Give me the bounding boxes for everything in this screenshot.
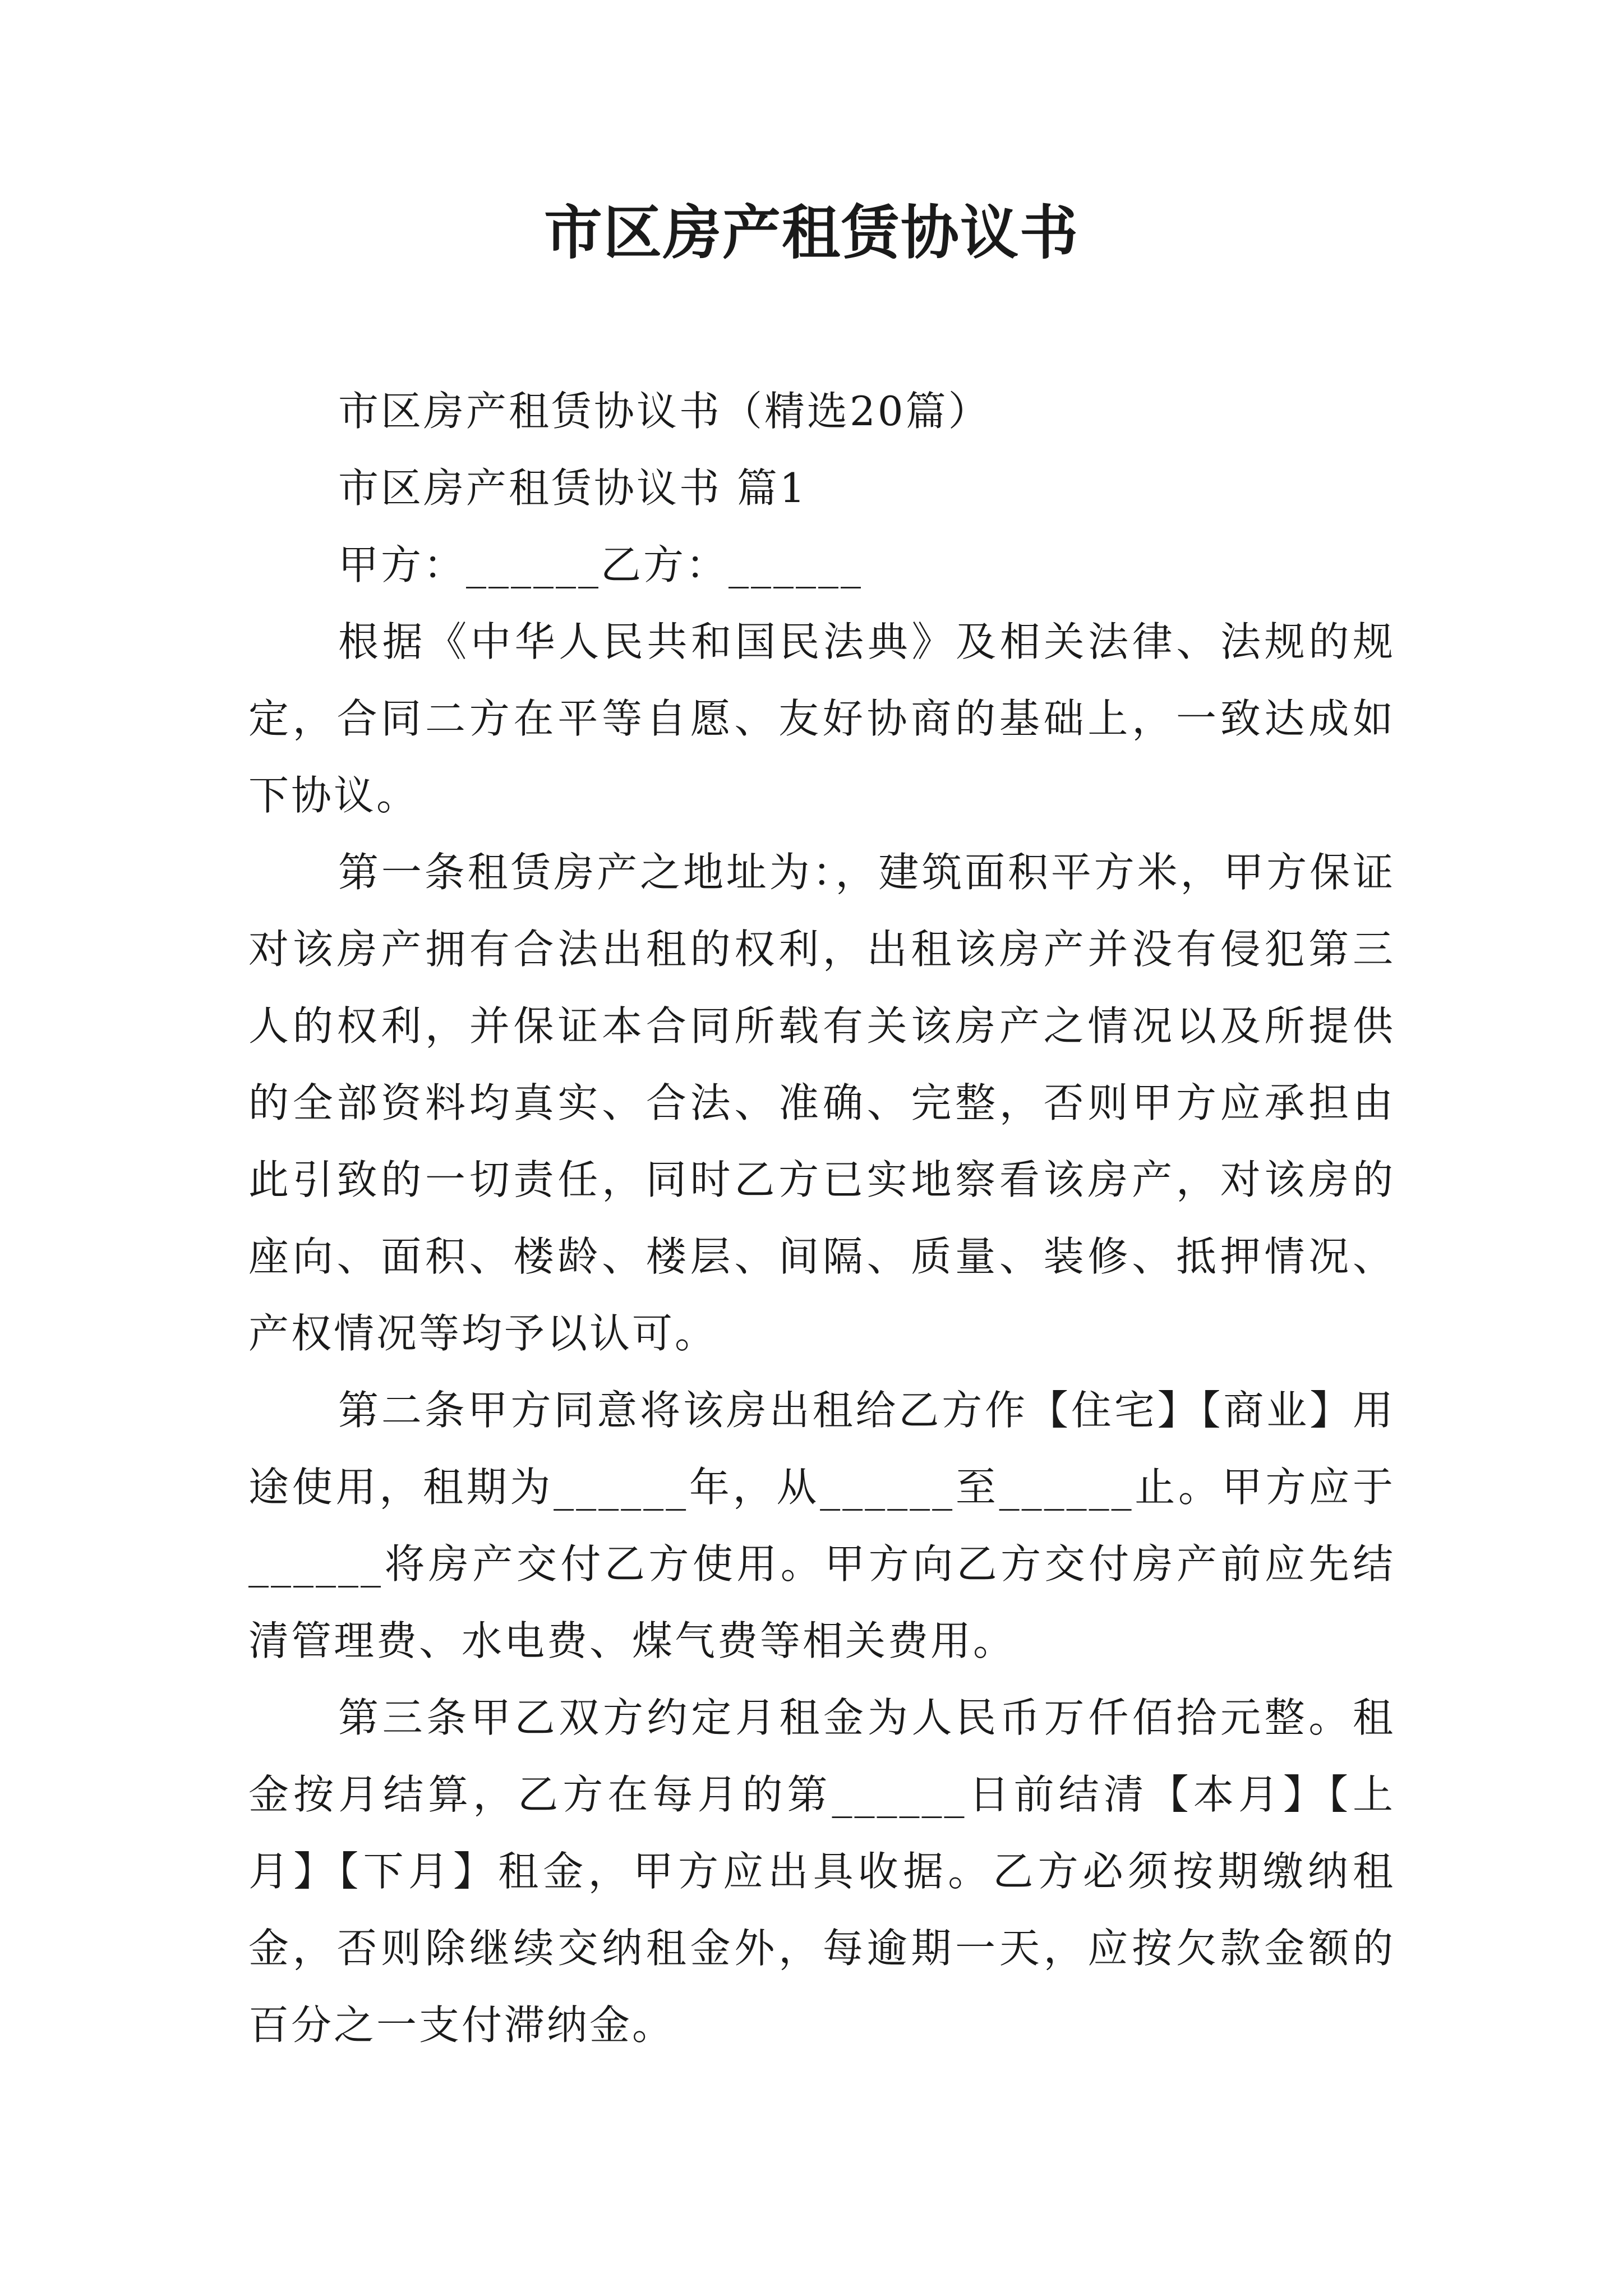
preamble-paragraph: 根据《中华人民共和国民法典》及相关法律、法规的规定，合同二方在平等自愿、友好协商的基础上，一致达成如下协议。 [248, 618, 1395, 819]
clause-1-paragraph: 第一条租赁房产之地址为：，建筑面积平方米，甲方保证对该房产拥有合法出租的权利，出租该房产并没有侵犯第三人的权利，并保证本合同所载有关该房产之情况以及所提供的全部资料均真实、合法、准确、完整，否则甲方应承担由此引致的一切责任，同时乙方已实地察看该房产，对该房的座向、面积、楼龄、楼层、间隔、质量、装修、抵押情况、产权情况等均予以认可。 [248, 849, 1395, 1357]
document-title: 市区房产租赁协议书 [543, 198, 1079, 267]
collection-heading: 市区房产租赁协议书（精选20篇） [338, 388, 991, 435]
clause-2-paragraph: 第二条甲方同意将该房出租给乙方作【住宅】【商业】用途使用，租期为______年，从______至______止。甲方应于______将房产交付乙方使用。甲方向乙方交付房产前应先结清管理费、水电费、煤气费等相关费用。 [248, 1387, 1395, 1664]
article-heading: 市区房产租赁协议书 篇1 [338, 464, 808, 512]
clause-3-paragraph: 第三条甲乙双方约定月租金为人民币万仟佰拾元整。租金按月结算，乙方在每月的第______日前结清【本月】【上月】【下月】租金，甲方应出具收据。乙方必须按期缴纳租金，否则除继续交纳租金外，每逾期一天，应按欠款金额的百分之一支付滞纳金。 [248, 1694, 1395, 2049]
parties-line: 甲方：______乙方：______ [338, 541, 864, 588]
document-body [248, 373, 1395, 2064]
